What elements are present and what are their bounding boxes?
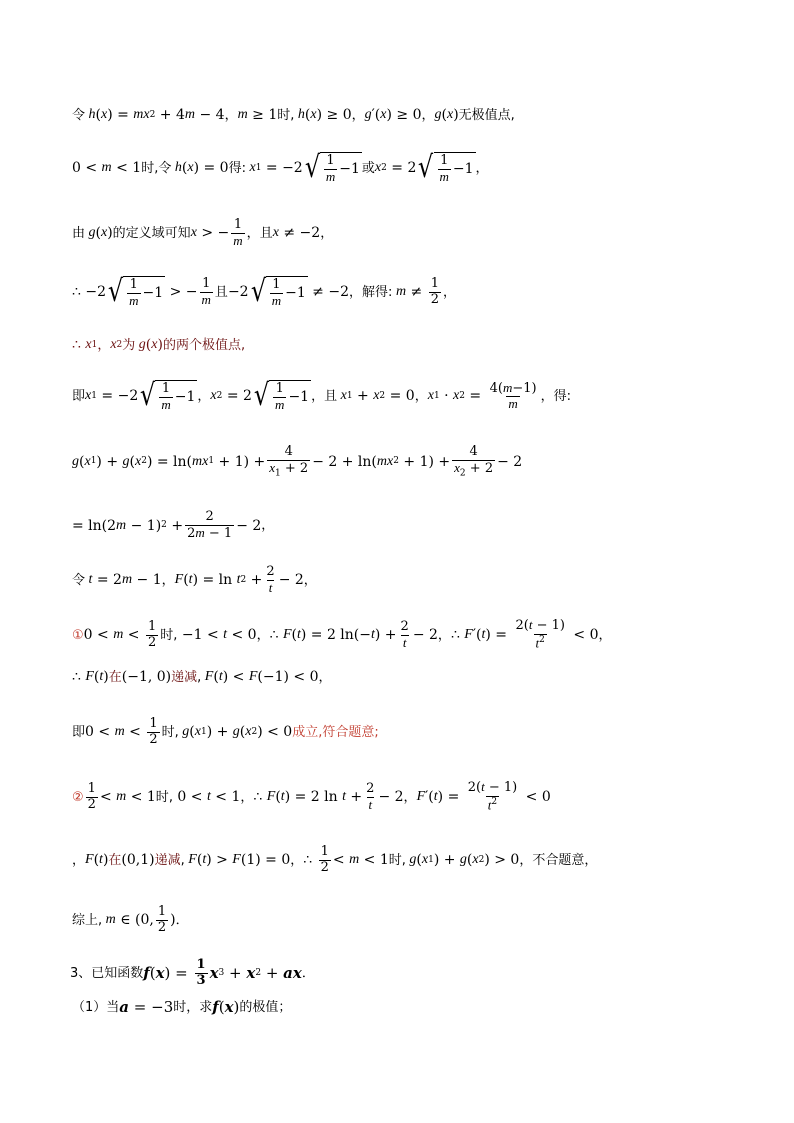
line-4: ∴ −2 √ $\frac{1}{m}$ −1 > − $\frac{1}{m}$ 且 −2 √ $\frac{1}{m}$ −1 ≠ −2 ， 解得 : m ≠ $\frac{1}{2}$ ， <box>72 274 456 310</box>
line-3: 由 g ( x ) 的定义域可知 x > − $\frac{1}{m}$ ， 且 x ≠ −2 ， <box>72 217 334 248</box>
line-7: g ( x 1 ) + g ( x 2 ) = ln( mx 1 + 1) + $\frac{4}{x_1 + 2}$ − 2 + ln( mx 2 + 1) + $\frac{4}{x_2 + 2}$ − 2 <box>72 444 523 479</box>
line-8: = ln(2 m − 1) 2 + $\frac{2}{2m - 1}$ − 2 ， <box>72 509 275 541</box>
line-6: 即 x 1 = −2 √ $\frac{1}{m}$ −1 ， x 2 = 2 √ $\frac{1}{m}$ −1 ， 且 x 1 + x 2 = 0 ， x 1 · x 2 = $\frac{4(m-1)}{m}$ ， 得 : <box>72 378 572 414</box>
line-2: 0 < m < 1 时 , 令 h ( x ) = 0 得 : x 1 = −2 √ $\frac{1}{m}$ −1 或 x 2 = 2 √ $\frac{1}{m}$ −1 ， <box>72 150 489 186</box>
line-13: ② $\frac{1}{2}$ < m < 1 时 , 0 < t < 1 ， ∴ F ( t ) = 2 ln t + $\frac{2}{t}$ − 2 ， F ′( t ) = $\frac{2(t - 1)}{t^2}$ < 0 <box>72 779 551 813</box>
line-11: ∴ F ( t ) 在 (−1, 0) 递减 , F ( t ) < F (−1) < 0 ， <box>72 669 332 685</box>
question-3-part-1: （1）当 a = −3 时，求 f ( x ) 的极值； <box>72 998 292 1016</box>
line-15: 综上 , m ∈ (0, $\frac{1}{2}$ ) ． <box>72 904 189 935</box>
line-1: 令 h ( x ) = mx 2 + 4 m − 4 ， m ≥ 1 时 , h ( x ) ≥ 0 ， g ′( x ) ≥ 0 ， g ( x ) 无极值点 , <box>72 107 515 123</box>
line-14: ， F ( t ) 在 (0,1) 递减 , F ( t ) > F (1) = 0 ， ∴ $\frac{1}{2}$ < m < 1 时 , g ( x 1 ) + g ( x 2 ) > 0 ， 不合题意 ， <box>72 844 598 875</box>
question-3-title: 3、已知函数 f ( x ) = $\frac{1}{3}$ x 3 + x 2 + ax ． <box>70 957 315 988</box>
line-5: ∴ x 1 ， x 2 为 g ( x ) 的两个极值点 , <box>72 337 246 353</box>
line-12: 即 0 < m < $\frac{1}{2}$ 时 , g ( x 1 ) + g ( x 2 ) < 0 成立 , 符合题意 ; <box>72 716 379 747</box>
line-9: 令 t = 2 m − 1 ， F ( t ) = ln t 2 + $\frac{2}{t}$ − 2 ， <box>72 564 317 595</box>
line-10: ① 0 < m < $\frac{1}{2}$ 时 , −1 < t < 0 ， ∴ F ( t ) = 2 ln(− t ) + $\frac{2}{t}$ − 2 ， ∴ F ′( t ) = $\frac{2(t - 1)}{t^2}$ < 0 ， <box>72 617 612 651</box>
